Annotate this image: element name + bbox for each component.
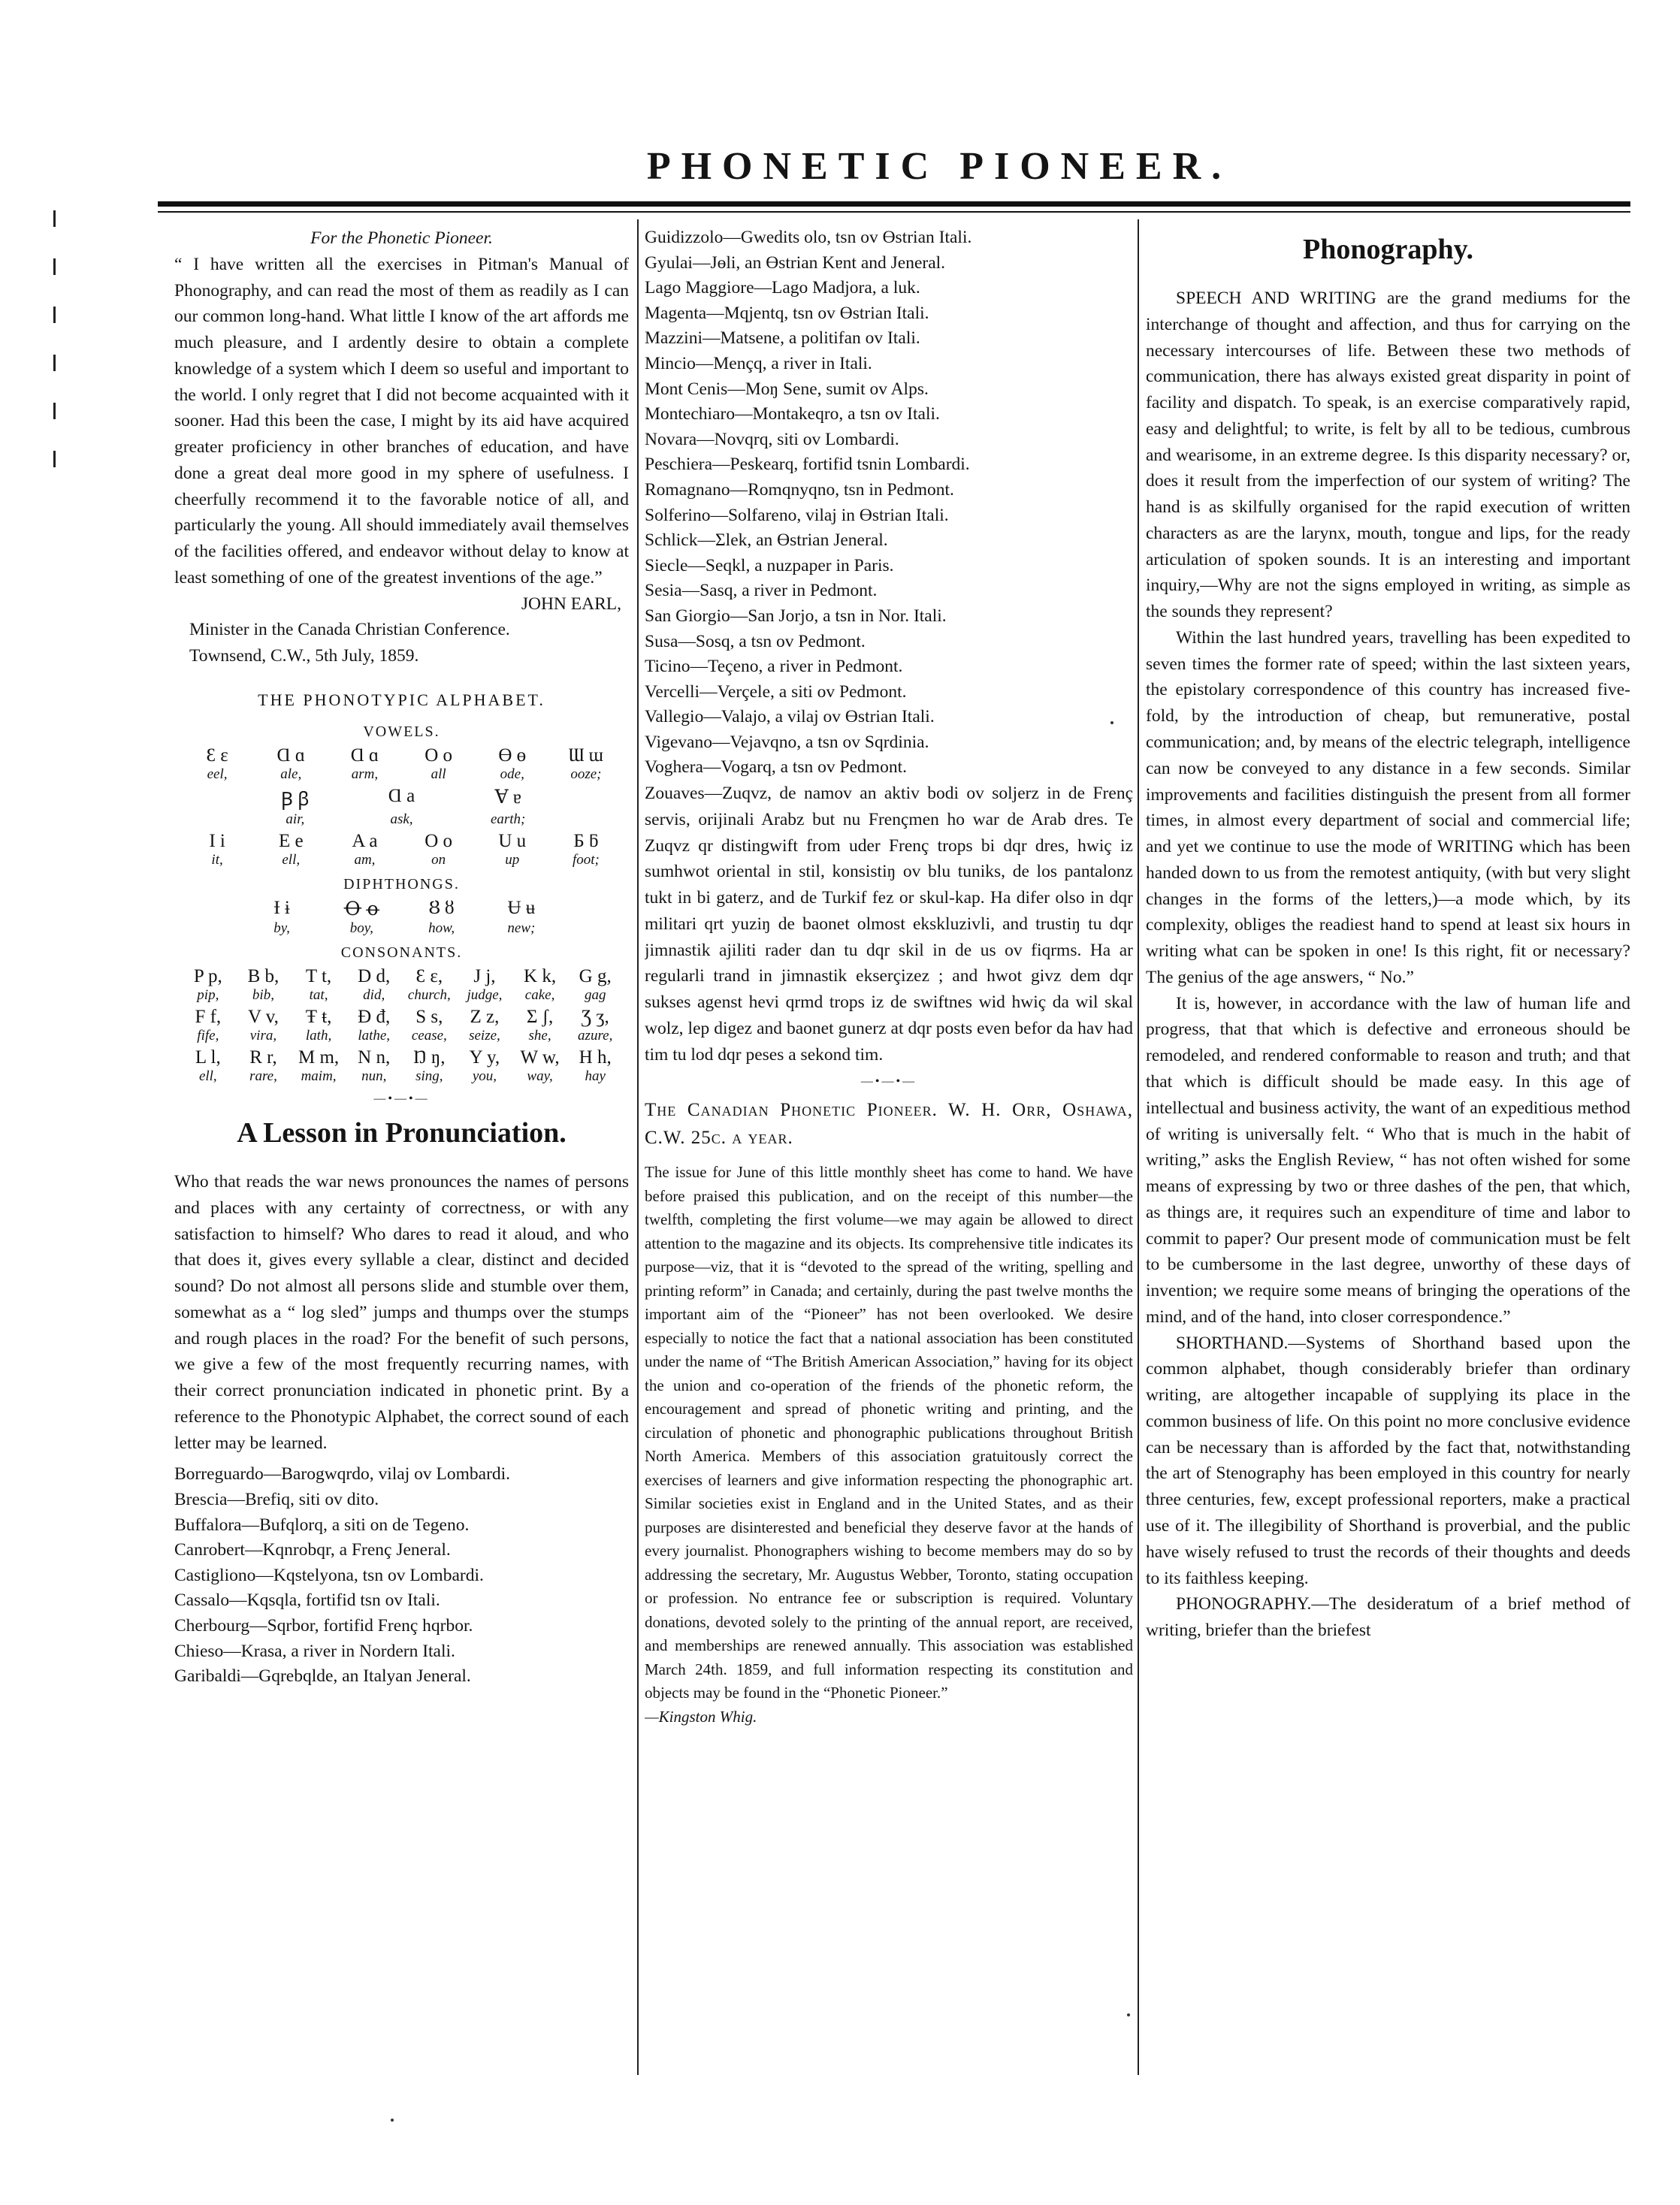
- section-ornament: —•—•—: [860, 1075, 917, 1089]
- dateline: Townsend, C.W., 5th July, 1859.: [189, 646, 419, 666]
- list-item: Chieso—Krasa, a river in Nordern Itali.: [174, 1641, 455, 1661]
- masthead-title: PHONETIC PIONEER.: [646, 145, 1232, 188]
- list-item: Guidizzolo—Gwedits olo, tsn ov Ɵstrian Itali.: [645, 228, 972, 247]
- lesson-title: A Lesson in Pronunciation.: [237, 1117, 567, 1149]
- signature-title: Minister in the Canada Christian Conference.: [189, 620, 510, 640]
- list-item: San Giorgio—San Jorjo, a tsn in Nor. Itali.: [645, 606, 947, 626]
- list-item: Vercelli—Verçele, a siti ov Pedmont.: [645, 681, 907, 702]
- list-item: Buffalora—Bufqlorq, a siti on de Tegeno.: [174, 1515, 470, 1535]
- list-item: Mazzini—Matsene, a politifan ov Itali.: [645, 328, 920, 349]
- consonants-label: CONSONANTS.: [340, 944, 463, 962]
- vowel-table: Ɛ ɛ Ɑ ɑ Ɑ ɑ O o Ɵ ɵ Ɯ ɯ eel, ale, arm, all ode, ooze; Ꞵ ꞵ Ɑ a Ɐ ɐ air, ask, earth; I i E e A a O o U u Ƃ ƃ it, ell, am, on up foot;: [206, 745, 603, 868]
- lesson-text: Who that reads the war news pronounces the names of persons and places with any certainty of correctness, or with any satisfaction to himself? Who dares to read it aloud, and who that does it, gives every syllable a clear, distinct and decided sound? Do not almost all persons slide and stumble over them, somewhat as a “ log sled” jumps and thumps over the stumps and rough places in the road? For the benefit of such persons, we give a few of the most frequently recurring names, with their correct pronunciation indicated in phonetic print. By a reference to the Phonotypic Alphabet, the correct sound of each letter may be learned.: [174, 1172, 629, 1453]
- column-right: [1146, 225, 1630, 2074]
- list-item: Montechiaro—Montakeqro, a tsn ov Itali.: [645, 404, 940, 424]
- column-left: [174, 225, 629, 2074]
- diphthong-table: Ɨ ɨ Ꝋ ꝋ Ȣ ȣ Ʉ ʉ by, boy, how, new;: [273, 898, 536, 937]
- column-divider: [637, 219, 639, 2075]
- list-item: Magenta—Mqjentq, tsn ov Ɵstrian Itali.: [645, 303, 929, 323]
- list-item: Gyulai—Jɵli, an Ɵstrian Kɐnt and Jeneral.: [645, 252, 946, 273]
- article-paragraph: PHONOGRAPHY.—The desideratum of a brief method of writing, briefer than the briefest: [1146, 1594, 1630, 1641]
- list-item: Mincio—Mençq, a river in Itali.: [645, 353, 872, 373]
- column-middle: [645, 225, 1133, 2074]
- zouaves-entry: Zouaves—Zuqvz, de namov an aktiv bodi ov soljerz in de Frenç servis, orijinali Arabz but nu Frençmen ho war de Arab dres. Te Zuqvz qr distingwift from uder Frenç trops bi dqr dres, hwiç iz sumhwot oriental in stil, konsistiŋ ov blu tuniks, de los pantalonz tukt in bi gaterz, and de Turkif fez or skul-kap. Ha difer olso in dqr militari qrt yuziŋ de baonet olmost ekskluzivli, and trustiŋ tu dqr jimnastik ajiliti rader dan tu dqr skil in de us ov fiqrms. Ha ar regularli trand in jimnastik ekserçizez ; and hwot givz dem dqr sukses agenst hevi qrmd trops iz de swiftnes wid hwiç da wil skal wolz, lep digez and baonet gunerz at dqr posts even befor da hav had tim tu lod dqr peses a sekond tim.: [645, 784, 1133, 1065]
- section-ornament: —•—•—: [373, 1092, 430, 1106]
- masthead-rule-thin: [158, 211, 1630, 213]
- list-item: Cherbourg—Sqrbor, fortifid Frenç hqrbor.: [174, 1616, 473, 1636]
- list-item: Peschiera—Peskearq, fortifid tsnin Lombardi.: [645, 455, 970, 475]
- column-divider: [1138, 219, 1139, 2075]
- list-item: Vallegio—Valajo, a vilaj ov Ɵstrian Itali.: [645, 707, 935, 727]
- byline: For the Phonetic Pioneer.: [310, 228, 493, 248]
- list-item: Romagnano—Romqnyqno, tsn in Pedmont.: [645, 479, 954, 500]
- list-item: Ticino—Teçeno, a river in Pedmont.: [645, 657, 903, 677]
- list-item: Voghera—Vogarq, a tsn ov Pedmont.: [645, 757, 907, 778]
- article-paragraph: SPEECH AND WRITING are the grand mediums for the interchange of thought and affection, and thus for carrying on the necessary intercourses of life. Between these two methods of communication, there has always existed great disparity in point of facility and dispatch. To speak, is an exercise comparatively rapid, easy and delightful; to write, is felt by all to be tedious, cumbrous and wearisome, in an extreme degree. Is this disparity necessary? or, does it result from the imperfection of our system of writing? The hand is as skilfully organised for the rapid execution of written characters as are the larynx, mouth, tongue and lips, for the ready articulation of spoken sounds. It is an interesting and important inquiry,—Why are not the signs employed in writing, as simple as the sounds they represent?: [1146, 288, 1630, 622]
- print-speck: [391, 2119, 394, 2122]
- list-item: Borreguardo—Barogwqrdo, vilaj ov Lombardi.: [174, 1464, 511, 1485]
- list-item: Vigevano—Vejavqno, a tsn ov Sqrdinia.: [645, 732, 929, 752]
- notice-title: The Canadian Phonetic Pioneer. W. H. Orr, Oshawa, C.W. 25c. a year.: [645, 1100, 1133, 1149]
- vowels-label: VOWELS.: [363, 723, 440, 741]
- margin-marks: [47, 210, 62, 586]
- masthead-rule: [158, 201, 1630, 207]
- list-item: Brescia—Brefiq, siti ov dito.: [174, 1490, 379, 1510]
- list-item: Garibaldi—Gqrebqlde, an Italyan Jeneral.: [174, 1666, 471, 1687]
- consonant-table: P p, B b, T t, D d, Ɛ ɛ, J j, K k, G g, pip, bib, tat, did, church, judge, cake, gag F f, V v, Ŧ ŧ, Đ đ, S s, Z z, Ʃ ʃ, Ʒ ʒ, fife, vira, lath, lathe, cease, seize, she, azure, L l, R r, M m, N n, Ŋ ŋ, Y y, W w, H h, ell, rare, maim, nun, sing, you, way, hay: [193, 966, 613, 1085]
- list-item: Solferino—Solfareno, vilaj in Ɵstrian Itali.: [645, 505, 949, 525]
- alphabet-heading: THE PHONOTYPIC ALPHABET.: [258, 690, 545, 710]
- place-name-list: [174, 1462, 629, 1689]
- place-name-list-continued: [645, 225, 1133, 781]
- article-paragraph: It is, however, in accordance with the law of human life and progress, that that which is defective and erroneous should be remodeled, and rendered conformable to reason and truth; and that that which is difficult should be made easy. In this age of intellectual and business activity, the want of an expeditious method of writing is universally felt. “ Who that is much in the habit of writing,” asks the English Review, “ has not often wished for some means of expressing by two or three dashes of the pen, that which, as things are, it requires such an expenditure of time and labor to commit to paper? Our present mode of communication must be felt to be cumbersome in the last degree, unworthy of these days of invention; we require some means of bringing the operations of the mind, and of the hand, into closer correspondence.”: [1146, 993, 1630, 1327]
- list-item: Mont Cenis—Moŋ Sene, sumit ov Alps.: [645, 379, 929, 399]
- signature: JOHN EARL,: [521, 594, 621, 614]
- list-item: Siecle—Seqkl, a nuzpaper in Paris.: [645, 555, 894, 575]
- list-item: Cassalo—Kqsqla, fortifid tsn ov Itali.: [174, 1590, 440, 1611]
- list-item: Susa—Sosq, a tsn ov Pedmont.: [645, 631, 866, 651]
- phonography-title: Phonography.: [1302, 234, 1474, 265]
- list-item: Sesia—Sasq, a river in Pedmont.: [645, 581, 878, 601]
- list-item: Castigliono—Kqstelyona, tsn ov Lombardi.: [174, 1565, 484, 1585]
- list-item: Canrobert—Kqnrobqr, a Frenç Jeneral.: [174, 1540, 451, 1560]
- article-paragraph: SHORTHAND.—Systems of Shorthand based upon the common alphabet, though considerably briefer than ordinary writing, are altogether incapable of supplying its place in the common business of life. On this point no more conclusive evidence can be necessary than is afforded by the fact that, notwithstanding the art of Stenography has been employed in this country for nearly three centuries, few, except professional reporters, make a practical use of it. The illegibility of Shorthand is proverbial, and the public have wisely refused to trust the records of their thoughts and deeds to its faithless keeping.: [1146, 1333, 1630, 1588]
- article-paragraph: Within the last hundred years, travelling has been expedited to seven times the former rate of speed; within the last sixteen years, the epistolary correspondence of this country has increased five-fold, by the introduction of cheap, but remunerative, postal communication; and, by means of the electric telegraph, intelligence can now be conveyed to any distance in a few seconds. Similar improvements and facilities distinguish the present from all former times, in almost every department of social and commercial life; and yet we continue to use the mode of WRITING which has been handed down to us from the remotest antiquity, (with but very slight changes in the forms of the letters,)—a mode which, by its complexity, obliges the readiest hand to spend at least six hours in writing what can be spoken in one! Is this right, fit or necessary? The genius of the age answers, “ No.”: [1146, 627, 1630, 987]
- list-item: Schlick—Ʃlek, an Ɵstrian Jeneral.: [645, 530, 888, 551]
- diphthongs-label: DIPHTHONGS.: [343, 876, 460, 893]
- list-item: Lago Maggiore—Lago Madjora, a luk.: [645, 278, 920, 298]
- notice-text: The issue for June of this little monthly sheet has come to hand. We have before praised this publication, and on the receipt of this number—the twelfth, completing the first volume—we may again be allowed to direct attention to the magazine and its objects. Its comprehensive title indicates its purpose—viz, that it is “devoted to the spread of the writing, spelling and printing reform” in Canada; and certainly, during the past twelve months the important aim of the “Pioneer” has not been overlooked. We desire especially to notice the fact that a national association has been constituted under the name of “The British American Association,” having for its object the union and co-operation of the friends of the phonetic reform, the encouragement and spread of phonetic writing and printing, and the circulation of phonetic and phonographic publications throughout British North America. Members of this association gratuitously correct the exercises of learners and give information respecting the phonographic art. Similar societies exist in England and in the United States, and as their purposes are disinterested and beneficial they deserve favor at the hands of every journalist. Phonographers wishing to become members may do so by addressing the secretary, Mr. Augustus Webber, Toronto, stating occupation or profession. No entrance fee or subscription is required. Voluntary donations, devoted solely to the printing of the annual report, are received, and memberships are renewed annually. This association was established March 24th. 1859, and full information respecting its constitution and objects may be found in the “Phonetic Pioneer.”: [645, 1163, 1133, 1702]
- list-item: Novara—Novqrq, siti ov Lombardi.: [645, 429, 899, 449]
- notice-source: —Kingston Whig.: [645, 1707, 757, 1726]
- testimonial-letter: “ I have written all the exercises in Pitman's Manual of Phonography, and can read the most of them as readily as I can our common long-hand. What little I know of the art affords me much pleasure, and I ardently desire to obtain a complete knowledge of a system which I deem so useful and important to the world. I only regret that I did not become acquainted with it sooner. Had this been the case, I might by its aid have acquired greater proficiency in other branches of education, and have done a great deal more good in my sphere of usefulness. I cheerfully recommend it to the favorable notice of all, and particularly the young. All should immediately avail themselves of the facilities offered, and endeavor without delay to know at least something of one of the greatest inventions of the age.”: [174, 254, 629, 587]
